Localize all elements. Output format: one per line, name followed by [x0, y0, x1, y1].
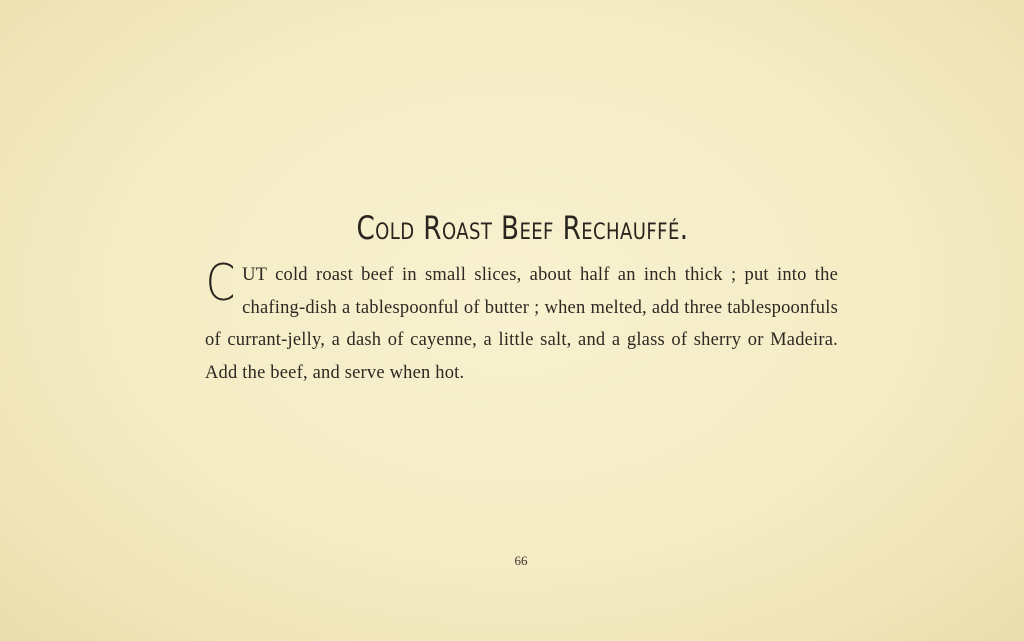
drop-cap: C	[205, 254, 236, 312]
recipe-paragraph: UT cold roast beef in small slices, about half an inch thick ; put into the chafing-dish a tablespoonful of butter ; when melted, add three tablespoonfuls of currant-jelly, a dash of cayenne, a little salt, and a glass of sherry or Madeira. Add the beef, and serve when hot.	[205, 265, 838, 383]
page-number: 66	[514, 553, 528, 568]
recipe-body	[205, 254, 838, 389]
recipe-title: Cold Roast Beef Rechauffé.	[356, 209, 689, 247]
